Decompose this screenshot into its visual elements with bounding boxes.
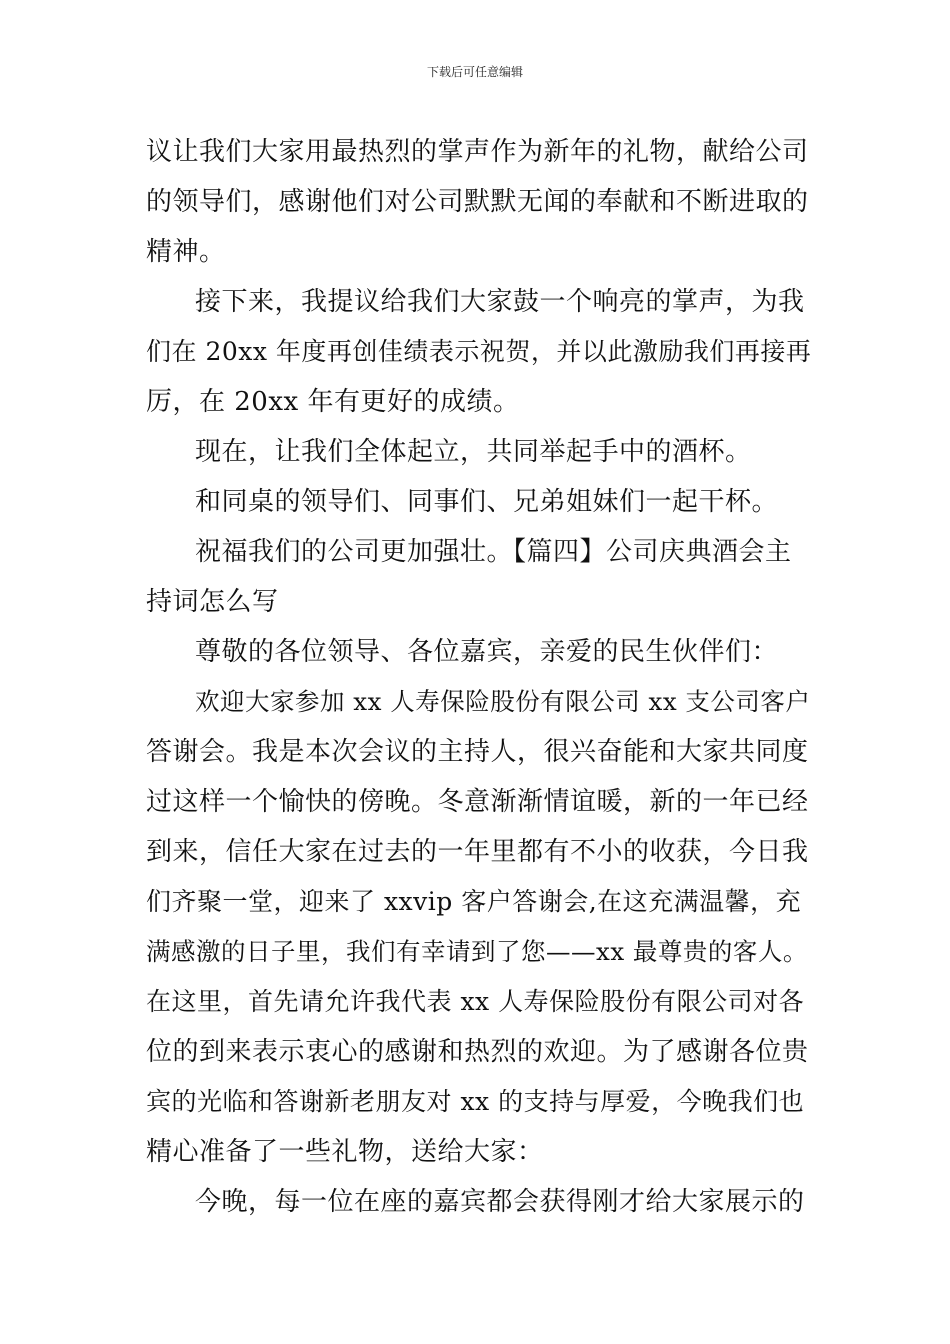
text-line: 祝福我们的公司更加强壮。【篇四】公司庆典酒会主 [195, 537, 792, 567]
text-line: 厉，在 20xx 年有更好的成绩。 [146, 387, 520, 417]
text-line: 接下来，我提议给我们大家鼓一个响亮的掌声，为我 [195, 287, 805, 317]
text-line: 满感激的日子里，我们有幸请到了您——xx 最尊贵的客人。 [146, 937, 808, 966]
text-line: 们在 20xx 年度再创佳绩表示祝贺，并以此激励我们再接再 [146, 337, 812, 366]
text-line: 议让我们大家用最热烈的掌声作为新年的礼物，献给公司 [146, 137, 809, 167]
text-line: 到来，信任大家在过去的一年里都有不小的收获，今日我 [146, 837, 809, 867]
text-line: 精心准备了一些礼物，送给大家： [146, 1137, 544, 1167]
text-line: 过这样一个愉快的傍晚。冬意渐渐情谊暖，新的一年已经 [146, 787, 809, 817]
text-line: 位的到来表示衷心的感谢和热烈的欢迎。为了感谢各位贵 [146, 1037, 809, 1067]
page-header: 下载后可任意编辑 [426, 65, 523, 79]
text-line: 现在，让我们全体起立，共同举起手中的酒杯。 [195, 437, 752, 467]
text-line: 尊敬的各位领导、各位嘉宾，亲爱的民生伙伴们： [195, 637, 779, 667]
text-line: 精神。 [146, 237, 226, 267]
text-line: 今晚，每一位在座的嘉宾都会获得刚才给大家展示的 [195, 1187, 805, 1217]
text-line: 持词怎么写 [146, 587, 279, 617]
text-line: 宾的光临和答谢新老朋友对 xx 的支持与厚爱，今晚我们也 [146, 1087, 805, 1116]
text-line: 在这里，首先请允许我代表 xx 人寿保险股份有限公司对各 [146, 987, 805, 1016]
text-line: 和同桌的领导们、同事们、兄弟姐妹们一起干杯。 [195, 487, 779, 517]
text-line: 们齐聚一堂，迎来了 xxvip 客户答谢会,在这充满温馨，充 [146, 887, 802, 916]
text-line: 答谢会。我是本次会议的主持人，很兴奋能和大家共同度 [146, 737, 809, 767]
text-line: 的领导们，感谢他们对公司默默无闻的奉献和不断进取的 [146, 187, 809, 217]
document-body [146, 127, 812, 1227]
text-line: 欢迎大家参加 xx 人寿保险股份有限公司 xx 支公司客户 [195, 687, 811, 716]
